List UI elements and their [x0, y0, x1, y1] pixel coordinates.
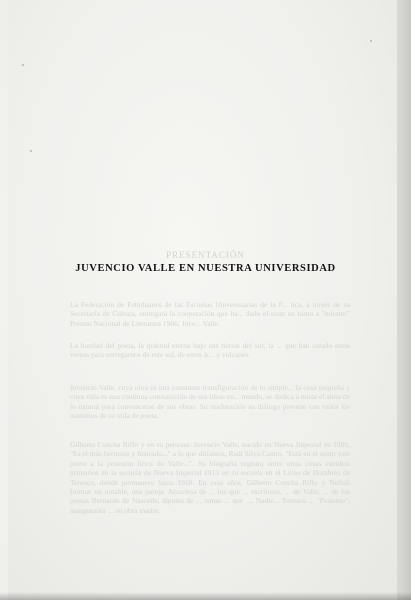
dust-speck — [30, 150, 32, 152]
body-paragraph-2: La bondad del poeta, la quietud eterna bajo sus tierras del sur, la ... que han creado estos versos para entregarnos de este sol, de estos ár... y volcanes. — [70, 341, 350, 360]
page-edge-shadow — [397, 0, 411, 600]
body-paragraph-3: Juvencio Valle, cuya obra es una constante transfiguración de lo simple... la cosa pequeña y cuya vida es una continua constatación de sus ideas en... mundo, se dedica a mirar el alma de lo natural para convencerse de sus obras. Su maduración su diálogo perenne con todos los misterios de su vida de poeta. — [70, 383, 350, 421]
dust-speck — [22, 64, 24, 66]
section-heading: PRESENTACIÓN — [166, 250, 245, 260]
body-paragraph-1: La Federación de Estudiantes de las Escuelas Universitarias de la P... tica, a través de su Secretaría de Cultura, entregará la cooperación que ha... dado el estar en torno a "nuestro" Premio Nacional de Literatura 1966, Juve... Valle. — [70, 300, 350, 328]
page-title: JUVENCIO VALLE EN NUESTRA UNIVERSIDAD — [75, 263, 336, 274]
bottom-edge-shadow — [0, 592, 411, 600]
body-paragraph-4: Gilberto Concha Riffo y en su persona: Juvencio Valle, nacido en Nueva Imperial en 1900, "Es el más hermoso y honrado..." a lo que diríamos, Raúl Silva Castro, "Está en el sentir este poeta a la posesión lírica de Valle...". Su biografía registra entre otras cosas estudios primarios en la escuela de Nueva Imperial 1913 en su escuela en el Liceo de Hombres de Temuco, donde permanece hasta 1918. En esos años, Gilberto Concha Riffo y Neftalí forman un notable, una pareja. Atraviesa de ... los que ... escritores, ... de Valle, ... de los poetas Bernardo de Nascelle, diputes de ... temas ... que ..., Nadie... Temuco ... "Pusismo", inaugurador ... su obra madre. — [70, 440, 350, 515]
dust-speck — [370, 40, 372, 42]
